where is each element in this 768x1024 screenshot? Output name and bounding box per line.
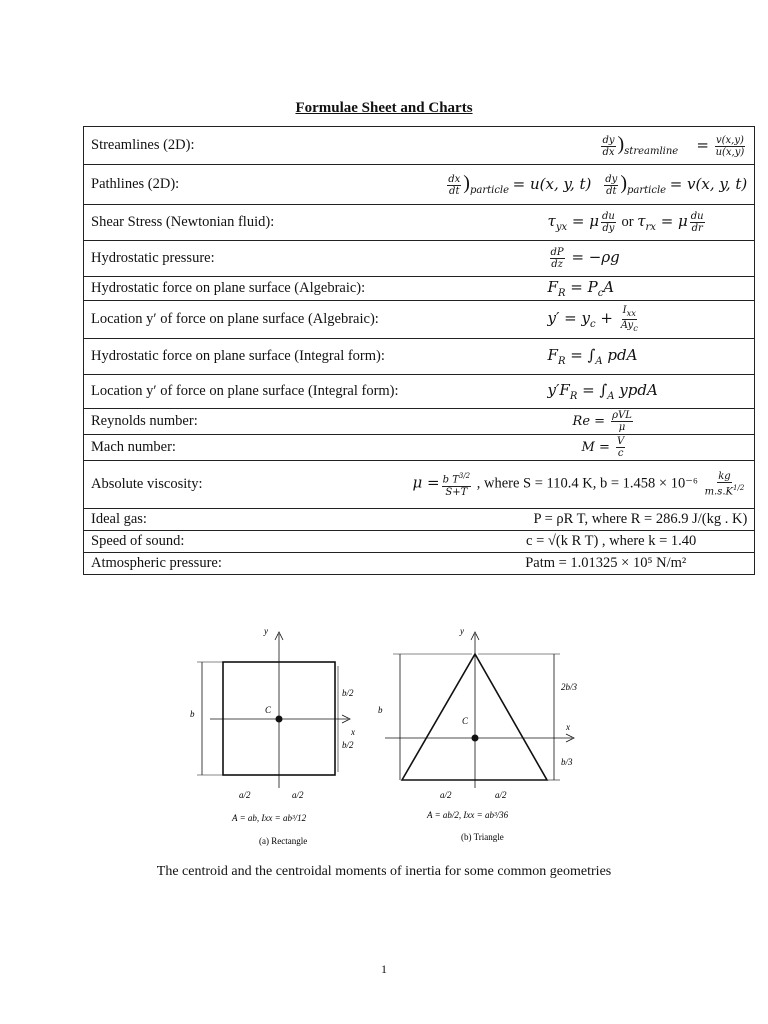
rect-a2-left-label: a/2 [239,790,251,800]
atm-formula: Patm = 1.01325 × 10⁵ N/m² [406,553,755,575]
row-label: Location y′ of force on plane surface (Integral form): [84,375,406,409]
rect-b2-top-label: b/2 [342,688,354,698]
rect-a2-right-label: a/2 [292,790,304,800]
tri-b-label: b [378,705,383,715]
row-label: Hydrostatic pressure: [84,241,406,277]
tri-b3-label: b/3 [561,757,573,767]
table-row [84,301,755,339]
rectangle-centroid-dot [276,716,283,723]
rect-c-label: C [265,705,272,715]
table-row [84,531,755,553]
table-row [84,127,755,165]
or-word: or [621,213,634,230]
row-label: Hydrostatic force on plane surface (Algebraic): [84,277,406,301]
table-row [84,509,755,531]
row-label: Reynolds number: [84,409,406,435]
figure-caption: The centroid and the centroidal moments of inertia for some common geometries [156,864,612,879]
geometry-figure [180,618,600,850]
table-row [84,435,755,461]
row-label: Absolute viscosity: [84,461,406,509]
force-integral-formula: $F_R = \int_A$ pdA [406,339,755,375]
tri-c-label: C [462,716,469,726]
table-row [84,339,755,375]
viscosity-formula: μ = $\frac{b T^{3/2}}{S+T}$ , where S = 110.4 K, b = 1.458 × 10⁻⁶ $\frac{kg}{m.s.K^{1/2}}$ [406,461,755,509]
triangle-centroid-dot [472,735,479,742]
reynolds-formula: Re = $\frac{\text{ρVL}}{\mu}$ [406,409,755,435]
formula-table [83,126,755,575]
sound-formula: c = √(k R T) , where k = 1.40 [406,531,755,553]
pathline-formula: $\frac{dx}{dt}$ )$_{particle} = u(x$, y, t) $\frac{dy}{dt}$ )$_{particle} = v(x$, y, t) [406,165,755,205]
row-label: Ideal gas: [84,509,406,531]
table-row [84,165,755,205]
row-label: Streamlines (2D): [84,127,406,165]
row-label: Speed of sound: [84,531,406,553]
row-label: Atmospheric pressure: [84,553,406,575]
row-label: Location y′ of force on plane surface (Algebraic): [84,301,406,339]
table-row [84,241,755,277]
location-integral-formula: $y'F_R = \int_A$ ypdA [406,375,755,409]
row-label: Hydrostatic force on plane surface (Integral form): [84,339,406,375]
tri-2b3-label: 2b/3 [561,682,578,692]
tri-x-label: x [566,722,570,732]
table-row [84,409,755,435]
tri-a2-right-label: a/2 [495,790,507,800]
rect-b2-bottom-label: b/2 [342,740,354,750]
table-row [84,461,755,509]
streamline-formula: $\frac{dy}{dx}$ )$_{streamline}$ = $\frac{v(x,y)}{u(x,y)}$ [406,127,755,165]
table-row [84,277,755,301]
rect-x-label: x [351,727,355,737]
pressure-formula: $\frac{dP}{dz}$ = −ρg [406,241,755,277]
location-algebraic-formula: $y' = y_c$ + $\frac{I_{xx}}{Ay_c}$ [406,301,755,339]
rect-area-formula: A = ab, Ixx = ab³/12 [232,813,307,823]
tri-a2-left-label: a/2 [440,790,452,800]
rect-y-label: y [264,626,268,636]
rect-b-label: b [190,709,195,719]
row-label: Pathlines (2D): [84,165,406,205]
shear-formula: $\tau_{yx} = \mu$ $\frac{du}{dy}$ or $\tau_{rx} = \mu$ $\frac{du}{dr}$ [406,205,755,241]
tri-caption: (b) Triangle [461,832,504,842]
table-row [84,553,755,575]
force-algebraic-formula: $F_R = P_cA$ [406,277,755,301]
viscosity-where: , where S = 110.4 K, b = 1.458 × 10⁻⁶ [476,475,698,492]
rectangle-diagram [197,632,350,788]
rect-caption: (a) Rectangle [259,836,308,846]
table-row [84,375,755,409]
mach-formula: M = $\frac{V}{c}$ [406,435,755,461]
ideal-gas-formula: P = ρR T, where R = 286.9 J/(kg . K) [406,509,755,531]
tri-area-formula: A = ab/2, Ixx = ab³/36 [427,810,509,820]
page-number: 1 [381,962,387,976]
row-label: Shear Stress (Newtonian fluid): [84,205,406,241]
row-label: Mach number: [84,435,406,461]
triangle-diagram [385,632,574,788]
page-title: Formulae Sheet and Charts [295,100,473,116]
tri-y-label: y [460,626,464,636]
table-row [84,205,755,241]
